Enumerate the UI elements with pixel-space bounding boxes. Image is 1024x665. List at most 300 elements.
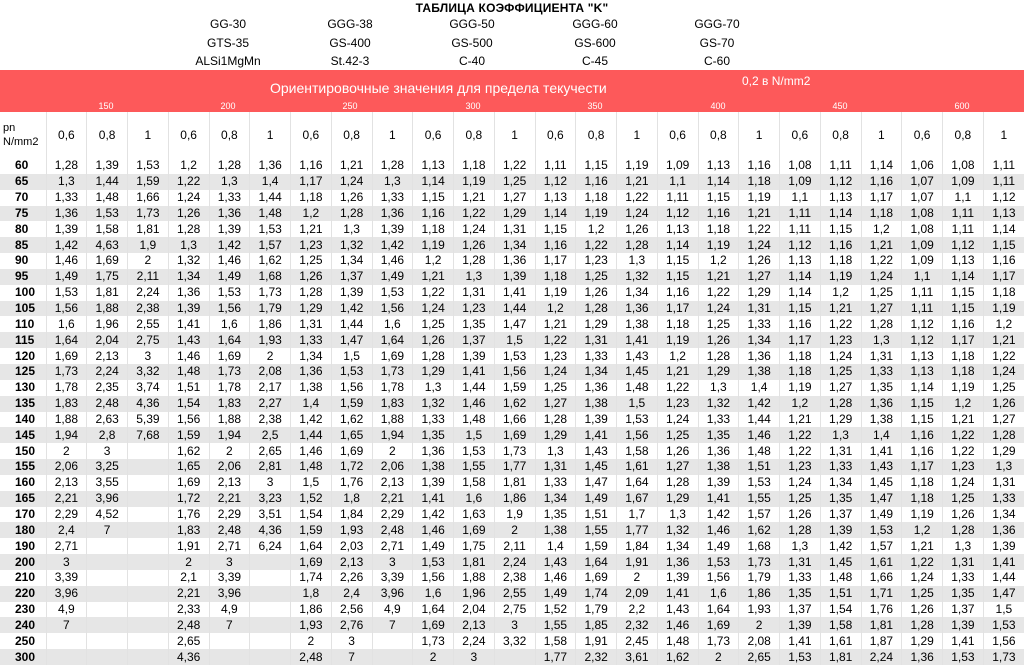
coefficient-cell: 1,22: [943, 443, 984, 459]
coefficient-cell: 1,2: [995, 316, 1013, 331]
coefficient-cell: 1,46: [698, 522, 739, 538]
coefficient-cell: 2,48: [291, 649, 332, 665]
coefficient-cell: 1,48: [250, 206, 291, 222]
coefficient-cell: 1,19: [617, 158, 658, 174]
coefficient-cell: 1,11: [902, 285, 943, 301]
coefficient-cell: 1,48: [657, 633, 698, 649]
coefficient-cell: [87, 602, 128, 618]
coefficient-cell: 3,32: [128, 364, 169, 380]
coefficient-cell: 1,23: [576, 253, 617, 269]
coefficient-cell: 1,11: [780, 221, 821, 237]
coefficient-cell: 1,19: [983, 301, 1024, 317]
coefficient-cell: 1,38: [861, 412, 902, 428]
coefficient-cell: 1,39: [168, 301, 209, 317]
table-row: [0, 554, 1024, 570]
band-label: Ориентировочные значения для предела текучести: [270, 80, 607, 96]
coefficient-cell: 1,14: [413, 174, 454, 190]
table-row: [0, 538, 1024, 554]
coefficient-cell: 1,28: [209, 158, 250, 174]
coefficient-cell: 1,33: [861, 364, 902, 380]
coefficient-cell: 1,64: [617, 475, 658, 491]
coefficient-cell: 1,94: [209, 427, 250, 443]
coefficient-cell: 1,23: [657, 396, 698, 412]
coefficient-cell: 2,65: [168, 633, 209, 649]
pressure-cell: 105: [0, 301, 46, 317]
coefficient-cell: 1,36: [168, 285, 209, 301]
coefficient-cell: [128, 475, 169, 491]
coefficient-cell: 2,06: [46, 459, 87, 475]
coefficient-cell: 1,36: [861, 396, 902, 412]
coefficient-cell: 1,3: [657, 507, 698, 523]
coefficient-cell: 1,56: [992, 633, 1016, 648]
coefficient-cell: 1,5: [995, 602, 1013, 617]
coefficient-cell: 1,48: [87, 190, 128, 206]
coefficient-cell: 1,29: [698, 364, 739, 380]
coefficient-cell: 1,23: [820, 332, 861, 348]
coefficient-cell: 1,13: [780, 253, 821, 269]
coefficient-cell: 2,29: [46, 507, 87, 523]
coefficient-cell: 1,56: [617, 427, 658, 443]
strength-label-150: 150: [98, 101, 114, 111]
coefficient-cell: 2,65: [739, 649, 780, 665]
coefficient-cell: 1,72: [168, 491, 209, 507]
coefficient-cell: 1,25: [820, 364, 861, 380]
coefficient-cell: 1,11: [943, 206, 984, 222]
coefficient-cell: 1,08: [902, 206, 943, 222]
coefficient-cell: 1,66: [861, 570, 902, 586]
coefficient-cell: 1,3: [46, 174, 87, 190]
coefficient-cell: 1,26: [331, 190, 372, 206]
coefficient-cell: 1,51: [820, 586, 861, 602]
coefficient-cell: 1,1: [780, 190, 821, 206]
coefficient-cell: 1,6: [209, 316, 250, 332]
table-row: [0, 412, 1024, 428]
coefficient-cell: 1,62: [331, 412, 372, 428]
coefficient-cell: 1,69: [87, 253, 128, 269]
coefficient-cell: 1,75: [87, 269, 128, 285]
coefficient-cell: 1,36: [46, 206, 87, 222]
coefficient-cell: 2,24: [87, 364, 128, 380]
coefficient-cell: [209, 633, 250, 649]
coefficient-cell: 1,28: [331, 206, 372, 222]
coefficient-cell: 1,07: [902, 174, 943, 190]
coefficient-cell: 1,31: [535, 459, 576, 475]
coefficient-cell: 1,13: [902, 364, 943, 380]
coefficient-cell: 2,04: [454, 602, 495, 618]
coefficient-cell: 1,56: [698, 570, 739, 586]
coefficient-cell: 1,38: [617, 316, 658, 332]
coefficient-cell: 1,14: [698, 174, 739, 190]
coefficient-cell: 1,32: [657, 522, 698, 538]
coefficient-cell: 1,61: [617, 459, 658, 475]
coefficient-cell: 1,21: [861, 237, 902, 253]
material-3-line-1: GGG-50: [449, 17, 495, 31]
coefficient-cell: 2: [372, 443, 413, 459]
coefficient-cell: 1,46: [454, 396, 495, 412]
coefficient-cell: 1,28: [698, 348, 739, 364]
coefficient-cell: 1,53: [454, 443, 495, 459]
coefficient-cell: 1,34: [617, 285, 658, 301]
coefficient-cell: 1,44: [331, 316, 372, 332]
coefficient-cell: 1,26: [617, 221, 658, 237]
coefficient-cell: 1,76: [331, 475, 372, 491]
coefficient-cell: 1,08: [902, 221, 943, 237]
coefficient-cell: 1,54: [168, 396, 209, 412]
coefficient-cell: 1,41: [657, 586, 698, 602]
table-row: [0, 586, 1024, 602]
coefficient-cell: 1,15: [780, 301, 821, 317]
coefficient-cell: 1,25: [861, 285, 902, 301]
pressure-cell: 150: [0, 443, 46, 459]
coefficient-cell: 1,28: [780, 522, 821, 538]
coefficient-cell: 1,21: [413, 269, 454, 285]
coefficient-cell: 1,37: [780, 602, 821, 618]
coefficient-cell: 1,28: [983, 427, 1024, 443]
factor-header-cell: 0,8: [209, 112, 250, 158]
coefficient-cell: 1,88: [209, 412, 250, 428]
factor-header-cell: 0,8: [820, 112, 861, 158]
coefficient-cell: 1,31: [820, 443, 861, 459]
coefficient-cell: 1,94: [372, 427, 413, 443]
coefficient-cell: 1,19: [739, 190, 780, 206]
coefficient-cell: 1,37: [820, 507, 861, 523]
coefficient-cell: 1,41: [983, 554, 1024, 570]
factor-header-cell: 0,6: [657, 112, 698, 158]
coefficient-cell: [494, 649, 535, 665]
coefficient-cell: 1,58: [617, 443, 658, 459]
coefficient-cell: 1,59: [128, 174, 169, 190]
strength-label-300: 300: [465, 101, 481, 111]
coefficient-cell: 1,56: [46, 301, 87, 317]
coefficient-cell: 1,34: [992, 506, 1016, 521]
coefficient-cell: 1,51: [576, 507, 617, 523]
coefficient-cell: 1,9: [128, 237, 169, 253]
coefficient-cell: 1,27: [535, 396, 576, 412]
pressure-cell: 90: [0, 253, 46, 269]
coefficient-cell: 1,8: [291, 586, 332, 602]
coefficient-cell: 1,1: [943, 190, 984, 206]
coefficient-cell: 2,04: [87, 332, 128, 348]
coefficient-cell: 2,8: [87, 427, 128, 443]
coefficient-cell: 1,1: [902, 269, 943, 285]
coefficient-cell: 1,26: [739, 253, 780, 269]
coefficient-cell: 2,55: [494, 586, 535, 602]
coefficient-cell: 1,23: [943, 459, 984, 475]
factor-header-cell: 1: [617, 112, 658, 158]
pressure-cell: 160: [0, 475, 46, 491]
table-row: [0, 301, 1024, 317]
coefficient-cell: 1,57: [739, 507, 780, 523]
coefficient-cell: 1,12: [902, 316, 943, 332]
pressure-cell: 110: [0, 316, 46, 332]
coefficient-cell: 1,78: [209, 380, 250, 396]
coefficient-cell: 1,16: [657, 285, 698, 301]
coefficient-cell: 1,62: [250, 253, 291, 269]
table-row: [0, 174, 1024, 190]
coefficient-cell: 1,73: [372, 364, 413, 380]
coefficient-cell: 1,4: [535, 538, 576, 554]
strength-label-600: 600: [954, 101, 970, 111]
pressure-cell: 140: [0, 412, 46, 428]
strength-label-450: 450: [832, 101, 848, 111]
coefficient-cell: 2,32: [617, 617, 658, 633]
coefficient-cell: 1,39: [46, 221, 87, 237]
coefficient-cell: 1,09: [943, 174, 984, 190]
factor-header-cell: 1: [861, 112, 902, 158]
pressure-cell: 70: [0, 190, 46, 206]
coefficient-cell: 1,84: [617, 538, 658, 554]
pressure-cell: 210: [0, 570, 46, 586]
coefficient-cell: 1,25: [291, 253, 332, 269]
coefficient-cell: 1,39: [698, 475, 739, 491]
coefficient-cell: 1,13: [983, 206, 1024, 222]
coefficient-cell: 1,48: [454, 412, 495, 428]
coefficient-cell: 1,26: [454, 237, 495, 253]
coefficient-cell: 1,35: [861, 380, 902, 396]
coefficient-cell: 1,13: [657, 221, 698, 237]
coefficient-cell: 1,33: [576, 348, 617, 364]
coefficient-cell: 1,15: [983, 237, 1024, 253]
table-row: [0, 649, 1024, 665]
coefficient-cell: 1,4: [291, 396, 332, 412]
coefficient-cell: 1,69: [576, 570, 617, 586]
coefficient-cell: 1,42: [413, 507, 454, 523]
factor-header-cell: 0,8: [454, 112, 495, 158]
coefficient-cell: 1,75: [454, 538, 495, 554]
material-1-line-2: GTS-35: [206, 36, 249, 50]
table-row: [0, 316, 1024, 332]
coefficient-cell: 1,87: [861, 633, 902, 649]
coefficient-cell: 1,24: [413, 301, 454, 317]
coefficient-cell: 2: [209, 443, 250, 459]
coefficient-cell: 1,14: [820, 206, 861, 222]
coefficient-cell: 2: [739, 617, 780, 633]
coefficient-cell: 1,46: [209, 253, 250, 269]
coefficient-cell: 1,39: [494, 269, 535, 285]
coefficient-cell: 1,2: [413, 253, 454, 269]
coefficient-cell: 1,18: [902, 475, 943, 491]
coefficient-cell: 1,7: [617, 507, 658, 523]
coefficient-cell: 1,15: [576, 158, 617, 174]
coefficient-cell: 2,65: [250, 443, 291, 459]
coefficient-cell: 1,53: [46, 285, 87, 301]
table-row: [0, 475, 1024, 491]
coefficient-cell: 1,18: [780, 348, 821, 364]
coefficient-cell: 2,13: [331, 554, 372, 570]
coefficient-cell: 1,33: [983, 491, 1024, 507]
coefficient-cell: 1,12: [820, 174, 861, 190]
material-1-line-3: ALSi1MgMn: [195, 54, 261, 68]
coefficient-cell: 1,41: [454, 364, 495, 380]
coefficient-cell: 1,79: [576, 602, 617, 618]
coefficient-cell: 1,39: [657, 570, 698, 586]
coefficient-cell: 1,52: [291, 491, 332, 507]
strength-label-350: 350: [587, 101, 603, 111]
coefficient-cell: 1,54: [820, 602, 861, 618]
coefficient-cell: 1,23: [535, 348, 576, 364]
coefficient-cell: 1,22: [168, 174, 209, 190]
coefficient-cell: 2,13: [372, 475, 413, 491]
coefficient-cell: 1,3: [820, 427, 861, 443]
coefficient-cell: 1,8: [331, 491, 372, 507]
coefficient-cell: 1,26: [780, 507, 821, 523]
table-row: [0, 206, 1024, 222]
coefficient-cell: 1,22: [902, 554, 943, 570]
coefficient-cell: 7: [46, 617, 87, 633]
coefficient-cell: 1,27: [739, 269, 780, 285]
coefficient-cell: 1,22: [943, 427, 984, 443]
coefficient-cell: [128, 491, 169, 507]
table-row: [0, 364, 1024, 380]
coefficient-cell: 1,88: [372, 412, 413, 428]
coefficient-cell: 1,45: [861, 475, 902, 491]
coefficient-cell: 1,15: [535, 221, 576, 237]
coefficient-cell: 1,54: [291, 507, 332, 523]
coefficient-cell: 1,15: [943, 285, 984, 301]
table-row: [0, 396, 1024, 412]
coefficient-cell: 1,2: [535, 301, 576, 317]
material-4-line-3: C-45: [581, 54, 608, 68]
coefficient-cell: 1,65: [168, 459, 209, 475]
coefficient-cell: 1,09: [657, 158, 698, 174]
coefficient-cell: 2: [494, 522, 535, 538]
coefficient-cell: 1,31: [943, 554, 984, 570]
table-row: [0, 602, 1024, 618]
coefficient-cell: 1,49: [413, 538, 454, 554]
coefficient-cell: 1,24: [780, 475, 821, 491]
coefficient-cell: 1,64: [413, 602, 454, 618]
coefficient-cell: 1,5: [331, 348, 372, 364]
coefficient-cell: 1,39: [820, 522, 861, 538]
coefficient-table: [0, 112, 1024, 665]
coefficient-cell: [250, 617, 291, 633]
coefficient-cell: 1,9: [494, 507, 535, 523]
coefficient-cell: 1,28: [657, 475, 698, 491]
coefficient-cell: 1,17: [291, 174, 332, 190]
coefficient-cell: 1,25: [535, 380, 576, 396]
coefficient-cell: 2: [250, 348, 291, 364]
coefficient-cell: 1,2: [576, 221, 617, 237]
material-3-line-2: GS-500: [451, 36, 493, 50]
table-row: [0, 190, 1024, 206]
coefficient-cell: 1,33: [291, 332, 332, 348]
coefficient-cell: 1,27: [657, 459, 698, 475]
coefficient-cell: 1,26: [657, 443, 698, 459]
coefficient-cell: 1,3: [617, 253, 658, 269]
coefficient-cell: 1,81: [87, 285, 128, 301]
table-row: [0, 253, 1024, 269]
coefficient-cell: 2,08: [739, 633, 780, 649]
coefficient-cell: 1,41: [780, 633, 821, 649]
coefficient-cell: 1,41: [413, 491, 454, 507]
pressure-cell: 65: [0, 174, 46, 190]
coefficient-cell: 1,12: [992, 190, 1016, 205]
coefficient-cell: 1,26: [413, 332, 454, 348]
coefficient-cell: [87, 538, 128, 554]
coefficient-cell: 1,42: [209, 237, 250, 253]
coefficient-cell: 1,53: [250, 221, 291, 237]
coefficient-cell: 1,46: [168, 348, 209, 364]
coefficient-cell: 1,3: [331, 221, 372, 237]
coefficient-cell: 1,53: [698, 554, 739, 570]
coefficient-cell: 1,21: [454, 190, 495, 206]
table-row: [0, 633, 1024, 649]
coefficient-cell: 1,76: [861, 602, 902, 618]
coefficient-cell: 1,38: [698, 459, 739, 475]
coefficient-cell: 1,2: [168, 158, 209, 174]
coefficient-cell: 1,31: [576, 332, 617, 348]
coefficient-cell: 1,36: [209, 206, 250, 222]
coefficient-cell: 1,28: [413, 348, 454, 364]
coefficient-cell: 1,13: [820, 190, 861, 206]
coefficient-cell: 1,56: [209, 301, 250, 317]
pressure-cell: 155: [0, 459, 46, 475]
coefficient-cell: 1,38: [576, 396, 617, 412]
coefficient-cell: 1,43: [535, 554, 576, 570]
coefficient-cell: 1,24: [535, 364, 576, 380]
factor-header-cell: 1: [494, 112, 535, 158]
coefficient-cell: 2,76: [331, 617, 372, 633]
pressure-header-unit: N/mm2: [3, 136, 39, 148]
coefficient-cell: [87, 617, 128, 633]
coefficient-cell: 3: [128, 348, 169, 364]
coefficient-cell: 1,13: [535, 190, 576, 206]
coefficient-cell: 1,3: [861, 332, 902, 348]
coefficient-cell: 1,44: [250, 190, 291, 206]
coefficient-cell: 1,72: [331, 459, 372, 475]
coefficient-cell: 1,24: [657, 412, 698, 428]
table-row: [0, 332, 1024, 348]
coefficient-cell: 1,77: [617, 522, 658, 538]
coefficient-cell: 1,09: [902, 237, 943, 253]
coefficient-cell: 1,08: [943, 158, 984, 174]
coefficient-cell: [128, 602, 169, 618]
coefficient-cell: 7: [209, 617, 250, 633]
coefficient-cell: 1,48: [820, 570, 861, 586]
coefficient-cell: 1,19: [698, 237, 739, 253]
coefficient-cell: [250, 570, 291, 586]
coefficient-cell: 1,17: [657, 301, 698, 317]
coefficient-cell: 1,4: [250, 174, 291, 190]
coefficient-cell: 2,56: [331, 602, 372, 618]
factor-header-cell: 0,8: [331, 112, 372, 158]
coefficient-cell: 1,37: [454, 332, 495, 348]
coefficient-cell: 1,35: [780, 586, 821, 602]
factor-header-cell: 0,8: [576, 112, 617, 158]
coefficient-cell: 4,9: [372, 602, 413, 618]
coefficient-cell: 1,2: [902, 522, 943, 538]
coefficient-cell: [87, 586, 128, 602]
coefficient-cell: 2: [46, 443, 87, 459]
coefficient-cell: 1,14: [657, 237, 698, 253]
coefficient-cell: 1,42: [698, 507, 739, 523]
coefficient-cell: 1,74: [576, 586, 617, 602]
coefficient-cell: 1,24: [331, 174, 372, 190]
coefficient-cell: 1,69: [698, 617, 739, 633]
coefficient-cell: 1,78: [372, 380, 413, 396]
strength-label-250: 250: [342, 101, 358, 111]
coefficient-cell: [372, 633, 413, 649]
table-row: [0, 617, 1024, 633]
coefficient-cell: 1,64: [372, 332, 413, 348]
coefficient-cell: 1,14: [943, 269, 984, 285]
coefficient-cell: 4,36: [128, 396, 169, 412]
coefficient-cell: 1,49: [372, 269, 413, 285]
coefficient-cell: 2,48: [209, 522, 250, 538]
coefficient-cell: 1,63: [454, 507, 495, 523]
coefficient-cell: 1,28: [454, 253, 495, 269]
coefficient-cell: 1,34: [168, 269, 209, 285]
